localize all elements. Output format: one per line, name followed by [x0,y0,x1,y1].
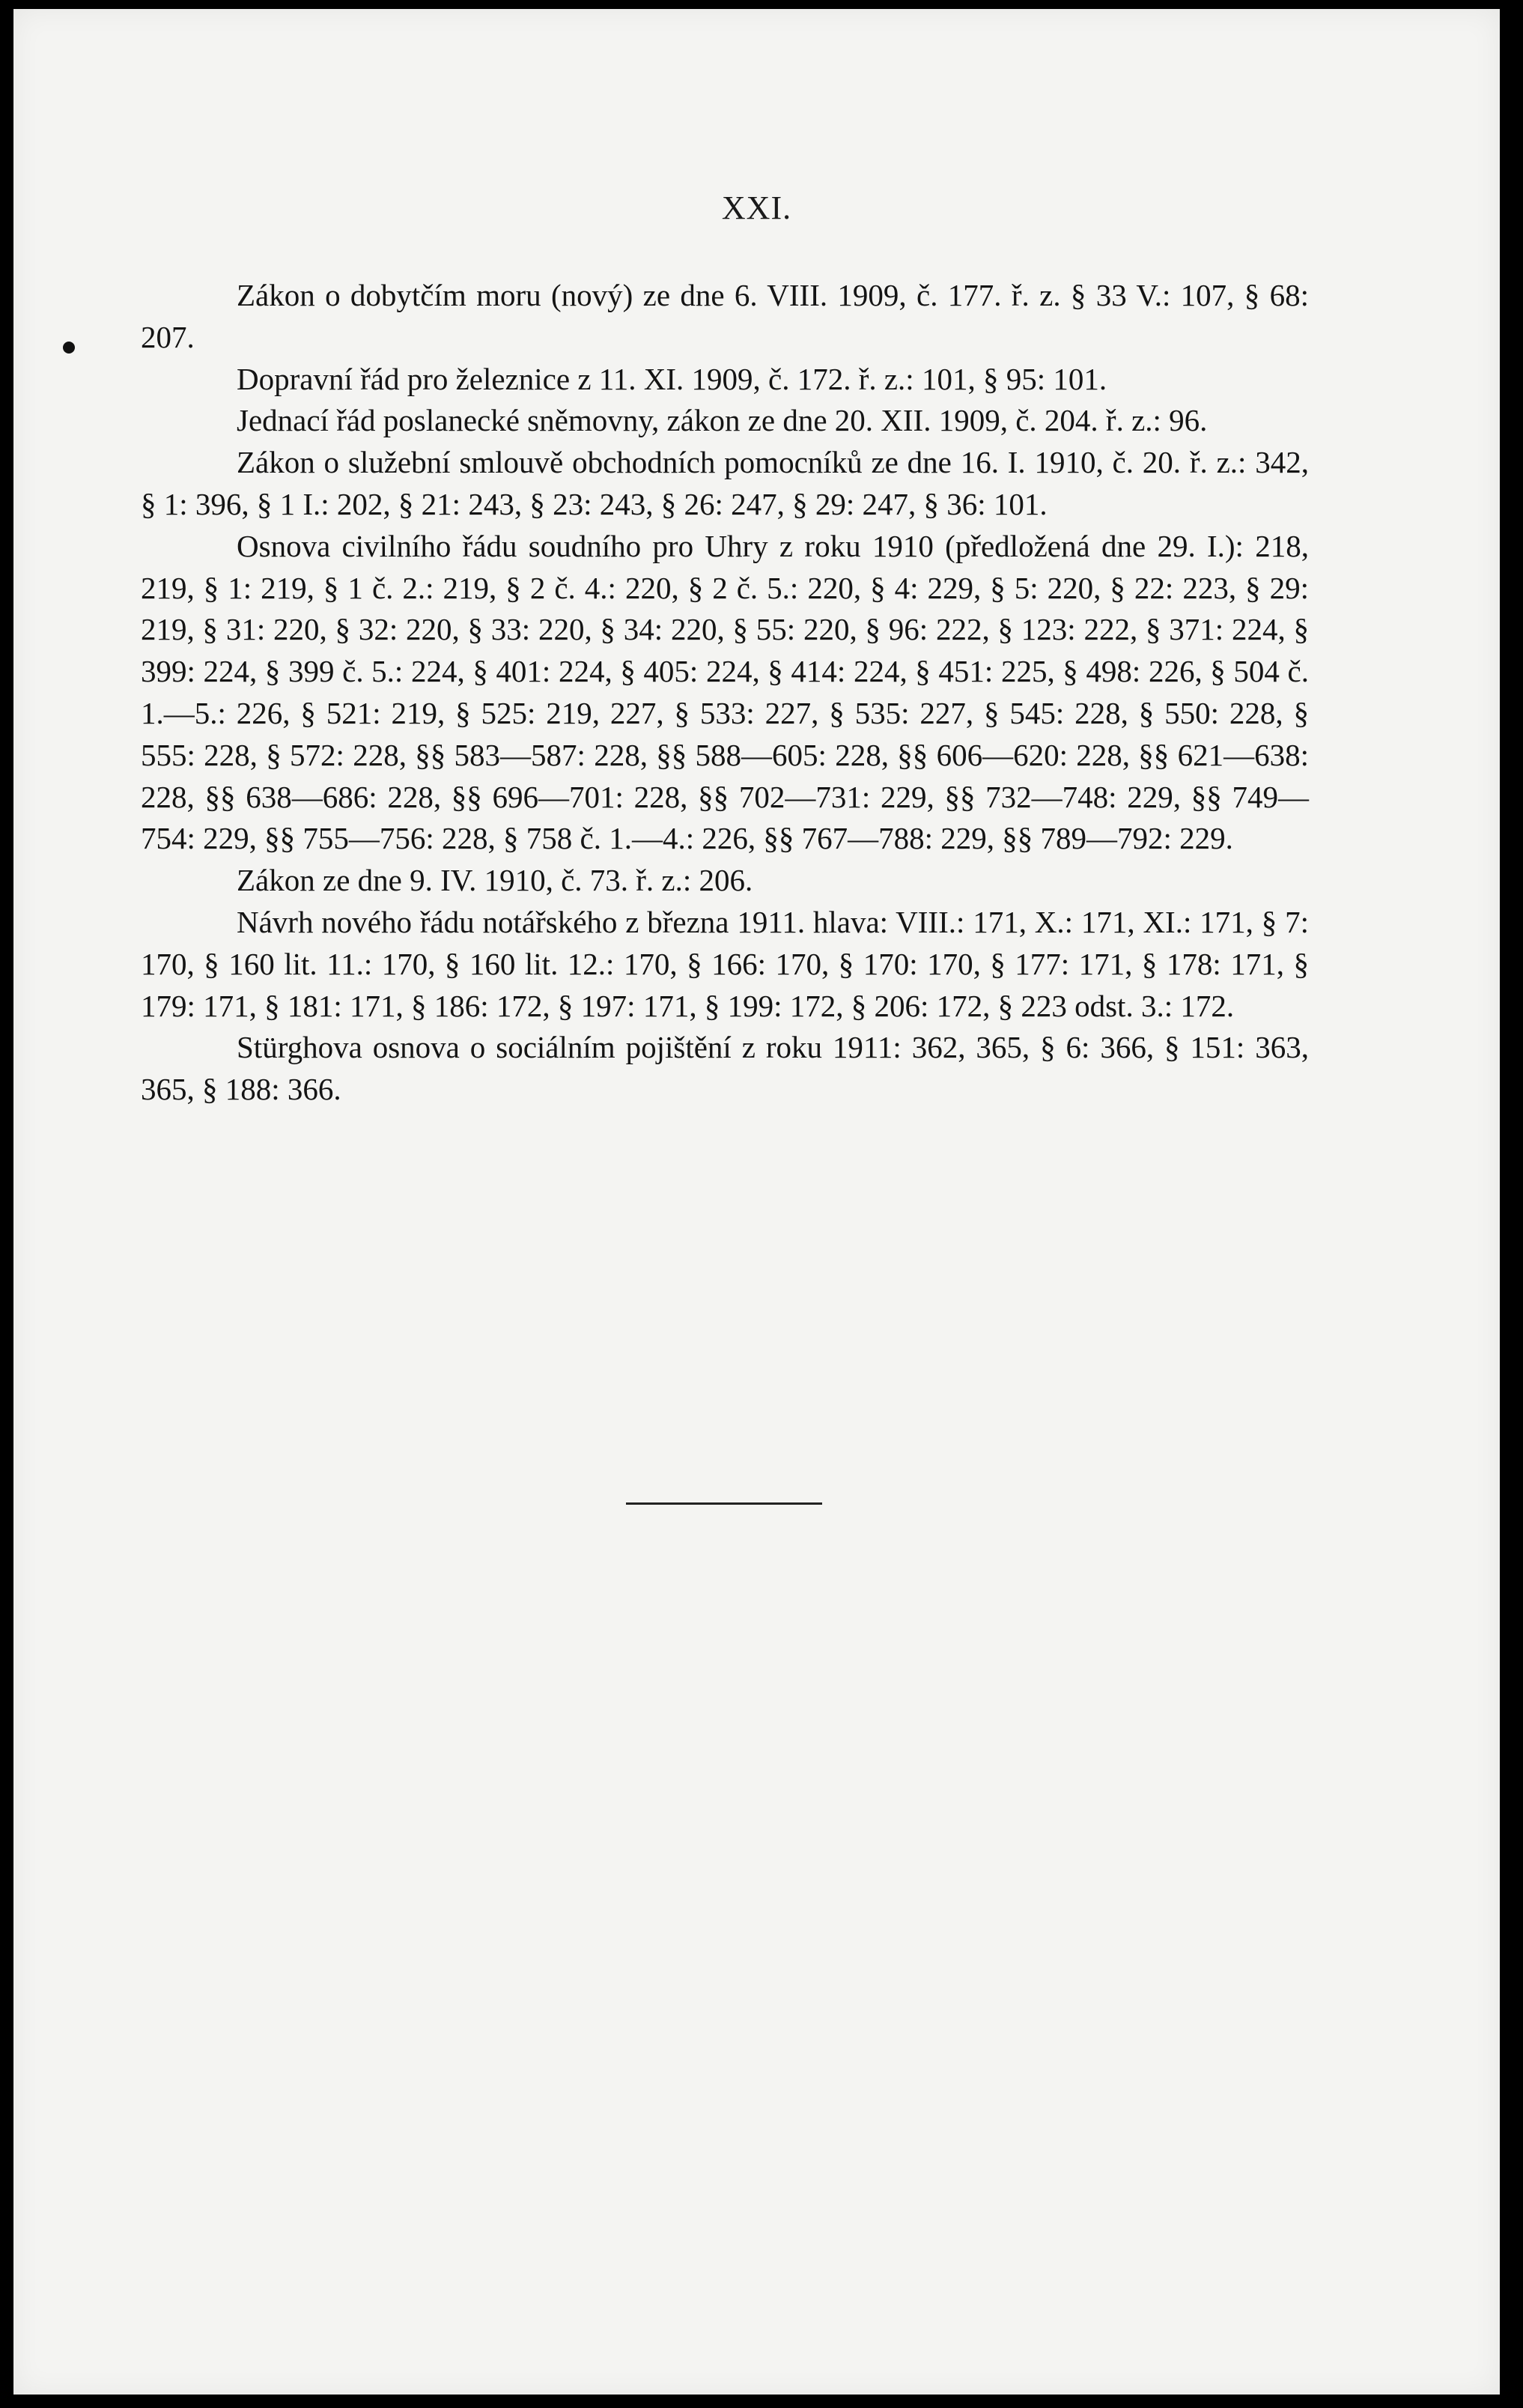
page-number: XXI. [721,189,792,226]
index-entry: Jednací řád poslanecké sněmovny, zákon ze dne 20. XII. 1909, č. 204. ř. z.: 96. [237,403,1208,438]
index-entry: Dopravní řád pro železnice z 11. XI. 1909, č. 172. ř. z.: 101, § 95: 101. [237,361,1107,396]
page [13,9,1500,2395]
index-entry: Zákon o služební smlouvě obchodních pomocníků ze dne 16. I. 1910, č. 20. ř. z.: 342, § 1: 396, § 1 I.: 202, § 21: 243, § 23: 243, § 26: 247, § 29: 247, § 36: 101. [141,445,1309,521]
index-entry: Osnova civilního řádu soudního pro Uhry z roku 1910 (předložená dne 29. I.): 218, 219, § 1: 219, § 1 č. 2.: 219, § 2 č. 4.: 220, § 2 č. 5.: 220, § 4: 229, § 5: 220, § 22: 223, § 29: 219, § 31: 220, § 32: 220, § 33: 220, § 34: 220, § 55: 220, § 96: 222, § 123: 222, § 371: 224, § 399: 224, § 399 č. 5.: 224, § 401: 224, § 405: 224, § 414: 224, § 451: 225, § 498: 226, § 504 č. 1.—5.: 226, § 521: 219, § 525: 219, 227, § 533: 227, § 535: 227, § 545: 228, § 550: 228, § 555: 228, § 572: 228, §§ 583—587: 228, §§ 588—605: 228, §§ 606—620: 228, §§ 621—638: 228, §§ 638—686: 228, §§ 696—701: 228, §§ 702—731: 229, §§ 732—748: 229, §§ 749—754: 229, §§ 755—756: 228, § 758 č. 1.—4.: 226, §§ 767—788: 229, §§ 789—792: 229. [141,528,1309,856]
index-entry: Zákon o dobytčím moru (nový) ze dne 6. VIII. 1909, č. 177. ř. z. § 33 V.: 107, § 68: 207. [141,278,1309,354]
index-entry: Návrh nového řádu notářského z března 1911. hlava: VIII.: 171, X.: 171, XI.: 171, § 7: 170, § 160 lit. 11.: 170, § 160 lit. 12.: 170, § 166: 170, § 170: 170, § 177: 171, § 178: 171, § 179: 171, § 181: 171, § 186: 172, § 197: 171, § 199: 172, § 206: 172, § 223 odst. 3.: 172. [141,904,1309,1023]
margin-dot [63,342,75,354]
index-entry: Zákon ze dne 9. IV. 1910, č. 73. ř. z.: 206. [237,863,753,898]
index-text [141,275,1309,1111]
index-entry: Stürghova osnova o sociálním pojištění z roku 1911: 362, 365, § 6: 366, § 151: 363, 365, § 188: 366. [141,1030,1309,1107]
section-divider [626,1502,822,1505]
